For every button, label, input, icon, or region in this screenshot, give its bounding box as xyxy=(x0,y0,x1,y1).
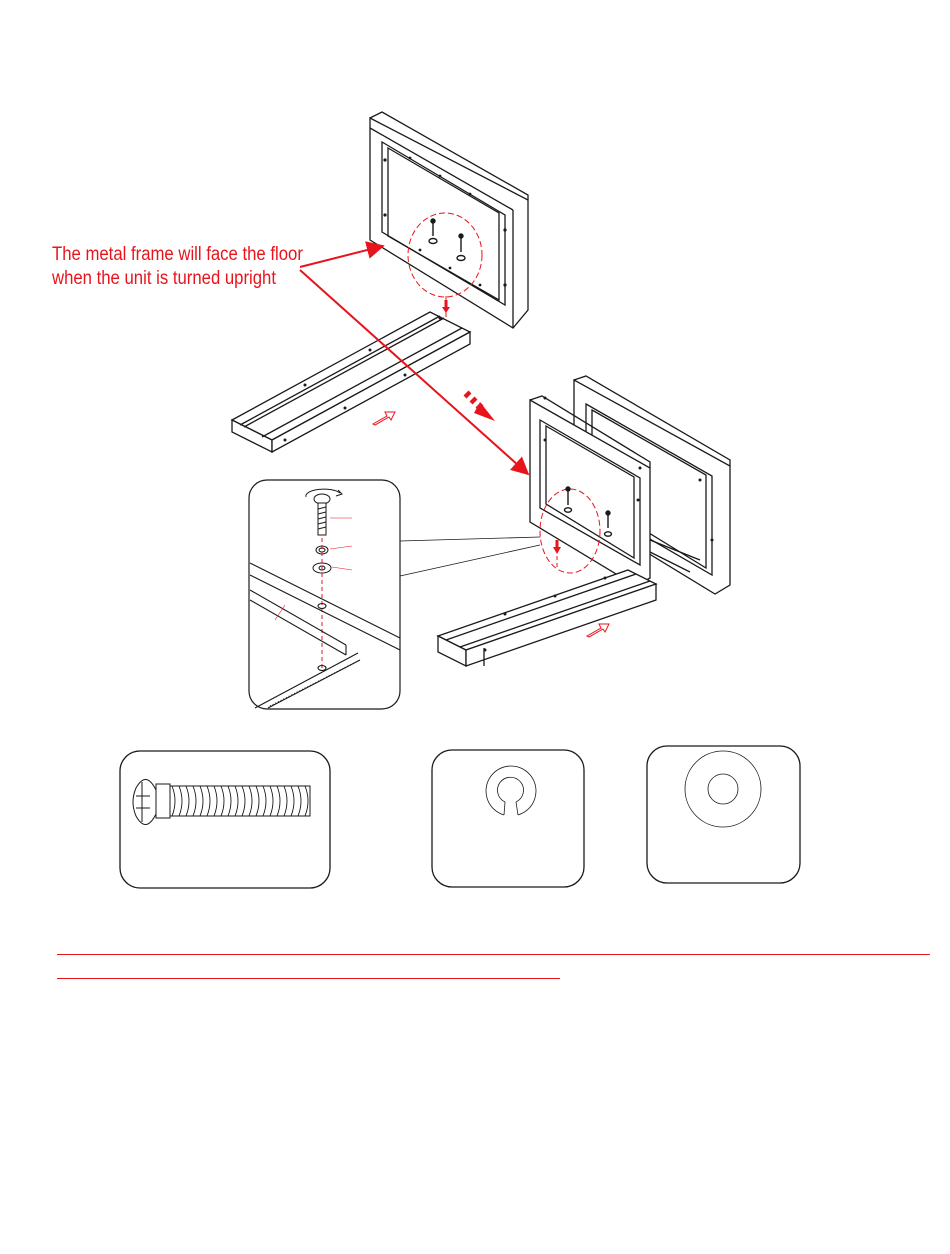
hollow-arrow-lower xyxy=(587,624,609,637)
transition-arrowhead xyxy=(474,402,495,421)
part-card-flat-washer xyxy=(647,746,800,883)
callout-line-2: when the unit is turned upright xyxy=(52,268,277,289)
part-card-bolt xyxy=(120,751,330,888)
part-card-lock-washer xyxy=(432,750,584,887)
lower-assembly xyxy=(438,376,730,666)
upper-frame-panel xyxy=(370,112,528,328)
separator-line-short xyxy=(57,978,560,979)
upper-base-rail xyxy=(232,312,470,452)
separator-line-long xyxy=(57,954,930,955)
callout-text xyxy=(52,243,303,291)
hollow-arrow-upper xyxy=(373,412,395,425)
zoom-detail-box xyxy=(249,480,540,709)
callout-line-1: The metal frame will face the floor xyxy=(52,244,303,265)
